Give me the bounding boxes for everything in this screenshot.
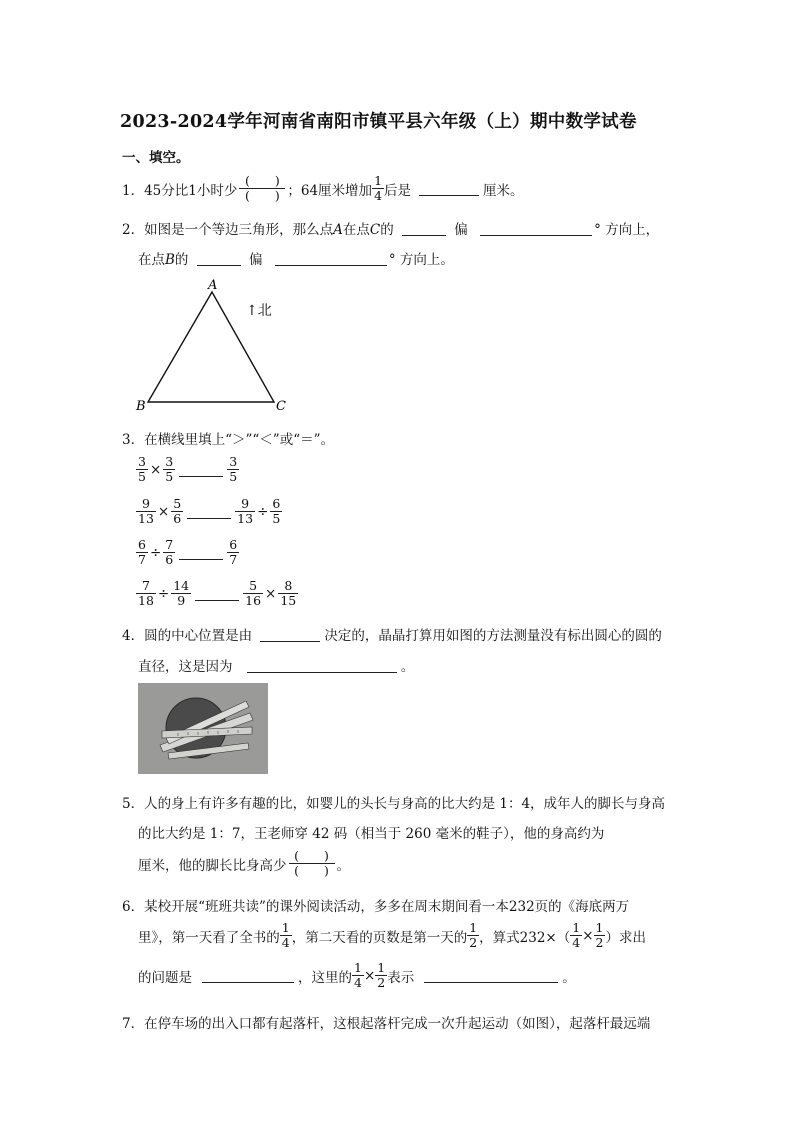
q3r1-c-den: 5 [229,469,238,484]
q3-number: 3． [122,432,145,448]
q6-text-f: ）求出 [605,929,646,946]
q7-line-1: 在停车场的出入口都有起落杆，这根起落杆完成一次升起运动（如图），起落杆最远端 [144,1016,651,1032]
q3r4-c-den: 16 [245,593,262,608]
q3r4-b-num: 14 [173,578,190,593]
q3r2-a-num: 9 [141,496,150,511]
q6-text-3b: ，这里的 [298,969,352,986]
q2-degree-1: ° [594,222,601,238]
q1-answer-blank[interactable] [419,182,479,196]
q1-fraction-den: 4 [374,188,383,203]
q3-row-1 [136,455,239,484]
question-6-line-3 [138,961,576,990]
q2-degree-blank-1[interactable] [480,222,592,236]
q6-f5-num: 1 [354,960,362,975]
q3-row-4 [136,579,298,608]
q3r2-a-den: 13 [138,511,154,526]
q3r3-a-den: 7 [138,552,146,567]
q6-f1-den: 4 [281,935,290,950]
q3r3-b-den: 6 [165,552,174,567]
q6-answer-blank-2[interactable] [424,969,558,983]
q3r3-a-num: 6 [138,537,146,552]
q2-text-8: 偏 [249,252,263,268]
q3r1-b-num: 3 [165,454,174,469]
q3r2-d-num: 6 [272,496,281,511]
q3r4-b-den: 9 [177,593,186,608]
q6-f6-num: 1 [377,960,386,975]
q6-f2-num: 1 [469,920,478,935]
question-7-line-1 [122,1012,650,1032]
q3r4-a-num: 7 [141,578,150,593]
q4-text-2: 决定的，晶晶打算用如图的方法测量没有标出圆心的圆的 [324,628,662,644]
q1-text-3: 后是 [384,182,412,199]
q1-text-1: 45分比1小时少 [144,182,238,199]
circle-ruler-photo [138,683,268,774]
q6-expression-start: 232×（ [519,929,571,946]
q2-text-1: 如图是一个等边三角形，那么点 [144,222,334,238]
section-heading: 一、填空。 [122,150,190,166]
q6-f1-num: 1 [281,920,290,935]
q1-paren-fraction [239,174,285,203]
q3r3-c-num: 6 [229,537,238,552]
q3r1-operator: × [149,461,162,478]
q3r2-operator-2: ÷ [257,503,269,520]
triangle-label-a: A [208,278,218,293]
q3-row-2 [136,497,282,526]
q3r3-compare-blank[interactable] [179,546,223,560]
q2-direction-blank-2[interactable] [197,252,241,266]
q2-text-2: 在点 [342,222,370,238]
q1-paren-bottom: ( ) [244,188,280,203]
triangle-label-b: B [136,399,146,414]
q5-paren-top: ( ) [294,848,329,863]
q5-paren-bottom: ( ) [294,863,329,878]
q6-f5-den: 4 [354,975,362,990]
q3r2-b-num: 5 [173,496,182,511]
q3r4-operator-2: × [265,585,277,602]
q2-text-10: 方向上。 [399,252,454,268]
q2-text-5: 方向上， [605,222,660,238]
q1-text-4: 厘米。 [483,182,524,199]
q6-f2-den: 2 [469,935,478,950]
q6-text-3a: 的问题是 [138,969,192,986]
q1-fraction-num: 1 [374,173,383,188]
q6-line-1: 某校开展“班班共读”的课外阅读活动，多多在周末期间看一本232页的《海底两万 [144,899,630,915]
question-2-line-1 [122,218,659,238]
q2-text-7: 的 [174,252,189,268]
q2-point-c: C [369,222,381,238]
q2-point-a: A [333,222,343,238]
q2-text-3: 的 [380,222,394,238]
q3r1-a-num: 3 [138,454,146,469]
q4-answer-blank-1[interactable] [260,628,320,642]
q6-f4-den: 2 [595,935,604,950]
q6-times-2: × [363,967,376,984]
q3r4-operator: ÷ [157,585,170,602]
q1-paren-top: ( ) [244,173,280,188]
q3r1-compare-blank[interactable] [179,463,223,477]
q5-line-1: 人的身上有许多有趣的比，如婴儿的头长与身高的比大约是 1：4，成年人的脚长与身高 [144,796,666,812]
q3r1-c-num: 3 [229,454,238,469]
q2-degree-blank-2[interactable] [275,252,387,266]
q5-paren-fraction [289,849,335,878]
q6-text-c: ，算式 [479,929,520,946]
q2-text-6: 在点 [138,252,165,268]
q3r2-operator: × [157,503,170,520]
question-2-line-2 [138,248,454,268]
question-5-line-3 [138,849,350,878]
q3r1-b-den: 5 [165,469,174,484]
q6-f6-den: 2 [377,975,386,990]
q6-f4-num: 1 [595,920,604,935]
q3r1-a-den: 5 [138,469,146,484]
q3r2-c-den: 13 [237,511,254,526]
q3r2-compare-blank[interactable] [187,505,231,519]
q3r3-c-den: 7 [229,552,238,567]
q3r3-b-num: 7 [165,537,174,552]
q2-point-b: B [165,252,175,268]
q3-row-3 [136,538,239,567]
question-1 [122,174,524,203]
q3r4-compare-blank[interactable] [195,587,239,601]
q3r3-operator: ÷ [149,544,162,561]
q4-text-3: 直径，这是因为 [138,659,233,675]
q6-text-3e: 。 [562,969,576,986]
q1-text-2: ；64厘米增加 [287,182,373,199]
q2-number: 2． [122,222,145,238]
triangle-label-c: C [276,399,286,414]
north-arrow-icon: ↑北 [246,303,272,319]
q7-number: 7． [122,1016,145,1032]
q3r4-c-num: 5 [249,578,258,593]
q1-fraction [373,174,383,203]
q5-line-3: 厘米，他的脚长比身高少 [138,857,287,874]
q4-text-4: 。 [400,659,415,675]
q4-answer-blank-2[interactable] [247,659,397,673]
q3r4-a-den: 18 [138,593,154,608]
question-5-line-1 [122,792,665,812]
q3r4-d-num: 8 [284,578,293,593]
q6-f3-num: 1 [572,920,581,935]
question-4-line-2 [138,655,414,675]
q3-text: 在横线里填上“＞”“＜”或“＝”。 [144,432,335,448]
triangle-figure [134,278,294,414]
q6-text-3d: 表示 [387,969,415,986]
q3r2-b-den: 6 [173,511,182,526]
q3r2-d-den: 5 [272,511,281,526]
q6-number: 6． [122,899,145,915]
q6-answer-blank-1[interactable] [202,969,294,983]
q6-text-b: ，第二天看的页数是第一天的 [291,929,468,946]
q4-number: 4． [122,628,145,644]
q6-times: × [582,927,594,944]
q3r4-d-den: 15 [280,593,297,608]
question-5-line-2: 的比大约是 1：7，王老师穿 42 码（相当于 260 毫米的鞋子），他的身高约为 [138,826,605,842]
q2-direction-blank-1[interactable] [402,222,446,236]
q1-number: 1． [122,182,145,199]
q5-number: 5． [122,796,145,812]
question-3 [122,428,334,448]
q2-degree-2: ° [388,252,396,268]
question-6-line-2 [138,921,646,950]
question-4-line-1 [122,624,662,644]
page-title: 2023-2024学年河南省南阳市镇平县六年级（上）期中数学试卷 [120,112,637,132]
q5-line-3-end: 。 [336,857,350,874]
q6-text-a: 里》，第一天看了全书的 [138,929,280,946]
q6-f3-den: 4 [572,935,581,950]
q4-text-1: 圆的中心位置是由 [144,628,253,644]
question-6-line-1 [122,895,629,915]
q3r2-c-num: 9 [241,496,250,511]
q2-text-4: 偏 [454,222,468,238]
